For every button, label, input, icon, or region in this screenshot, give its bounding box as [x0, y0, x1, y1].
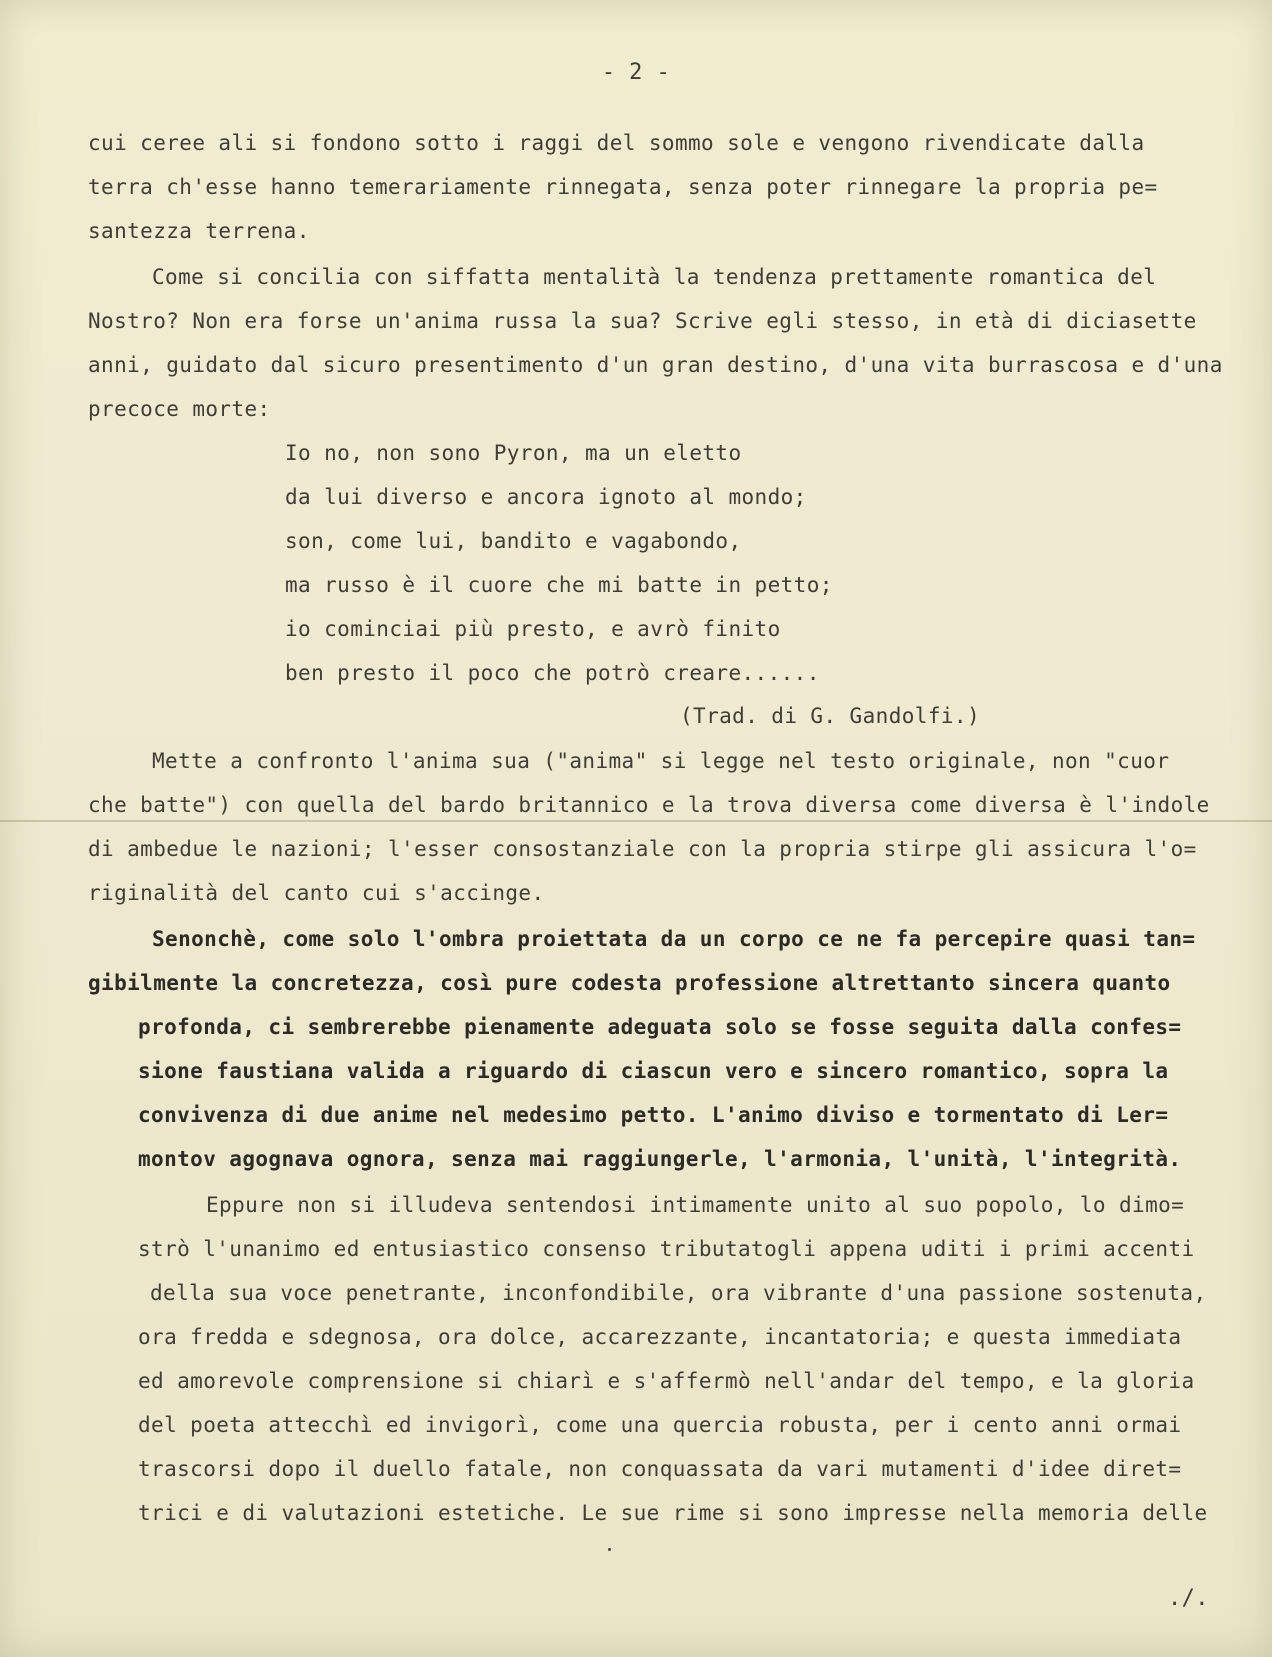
text-line: cui ceree ali si fondono sotto i raggi del sommo sole e vengono rivendicate dalla — [88, 131, 1145, 155]
text-line: Eppure non si illudeva sentendosi intimamente unito al suo popolo, lo dimo= — [206, 1193, 1185, 1217]
text-line: convivenza di due anime nel medesimo petto. L'animo diviso e tormentato di Ler= — [138, 1103, 1169, 1127]
text-line: gibilmente la concretezza, così pure codesta professione altrettanto sincera quanto — [88, 971, 1171, 995]
paper-fold — [0, 820, 1272, 822]
text-line: della sua voce penetrante, inconfondibile, ora vibrante d'una passione sostenuta, — [150, 1281, 1207, 1305]
stray-mark — [608, 1548, 611, 1551]
text-line: sione faustiana valida a riguardo di ciascun vero e sincero romantico, sopra la — [138, 1059, 1169, 1083]
text-line: Come si concilia con siffatta mentalità la tendenza prettamente romantica del — [152, 265, 1157, 289]
text-line: montov agognava ognora, senza mai raggiungerle, l'armonia, l'unità, l'integrità. — [138, 1147, 1182, 1171]
text-line: terra ch'esse hanno temerariamente rinnegata, senza poter rinnegare la propria pe= — [88, 175, 1158, 199]
text-line: ed amorevole comprensione si chiarì e s'affermò nell'andar del tempo, e la gloria — [138, 1369, 1195, 1393]
poem-line: ben presto il poco che potrò creare...... — [285, 661, 820, 685]
text-line: santezza terrena. — [88, 219, 310, 243]
text-line: Senonchè, come solo l'ombra proiettata da un corpo ce ne fa percepire quasi tan= — [152, 927, 1196, 951]
poem-line: Io no, non sono Pyron, ma un eletto — [285, 441, 742, 465]
text-line: di ambedue le nazioni; l'esser consostanziale con la propria stirpe gli assicura l'o= — [88, 837, 1197, 861]
text-line: precoce morte: — [88, 397, 271, 421]
text-line: del poeta attecchì ed invigorì, come una quercia robusta, per i cento anni ormai — [138, 1413, 1182, 1437]
text-line: anni, guidato dal sicuro presentimento d'un gran destino, d'una vita burrascosa e d'una — [88, 353, 1223, 377]
poem-line: da lui diverso e ancora ignoto al mondo; — [285, 485, 807, 509]
text-line: profonda, ci sembrerebbe pienamente adeguata solo se fosse seguita dalla confes= — [138, 1015, 1182, 1039]
text-line: che batte") con quella del bardo britannico e la trova diversa come diversa è l'indole — [88, 793, 1210, 817]
text-line: riginalità del canto cui s'accinge. — [88, 881, 545, 905]
text-line: trici e di valutazioni estetiche. Le sue rime si sono impresse nella memoria delle — [138, 1501, 1208, 1525]
text-line: Mette a confronto l'anima sua ("anima" si legge nel testo originale, non "cuor — [152, 749, 1170, 773]
translation-credit: (Trad. di G. Gandolfi.) — [680, 704, 980, 728]
poem-line: io cominciai più presto, e avrò finito — [285, 617, 781, 641]
text-line: trascorsi dopo il duello fatale, non conquassata da vari mutamenti d'idee diret= — [138, 1457, 1182, 1481]
poem-line: ma russo è il cuore che mi batte in petto; — [285, 573, 833, 597]
page-number: - 2 - — [601, 60, 671, 85]
poem-line: son, come lui, bandito e vagabondo, — [285, 529, 742, 553]
text-line: strò l'unanimo ed entusiastico consenso tributatogli appena uditi i primi accenti — [138, 1237, 1195, 1261]
continuation-marker: ./. — [1168, 1586, 1209, 1611]
text-line: Nostro? Non era forse un'anima russa la sua? Scrive egli stesso, in età di diciasette — [88, 309, 1197, 333]
text-line: ora fredda e sdegnosa, ora dolce, accarezzante, incantatoria; e questa immediata — [138, 1325, 1182, 1349]
